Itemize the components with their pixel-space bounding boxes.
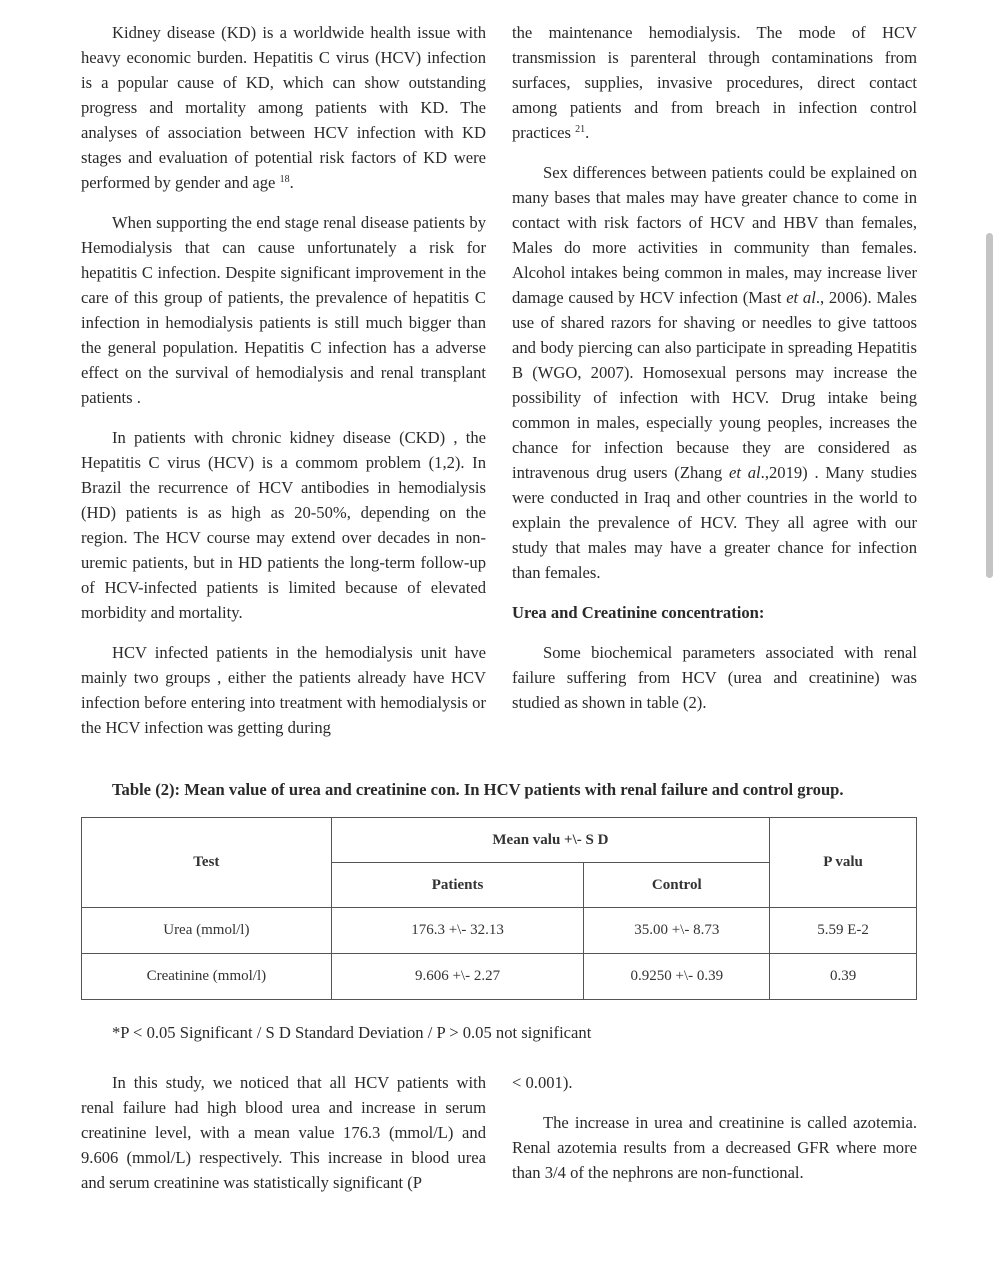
paragraph: The increase in urea and creatinine is called azotemia. Renal azotemia results from a decreased GFR where more than 3/4 of the nephrons are non-functional. — [512, 1113, 917, 1182]
header-p-value: P valu — [770, 818, 917, 908]
paragraph: Some biochemical parameters associated with renal failure suffering from HCV (urea and creatinine) was studied as shown in table (2). — [512, 643, 917, 712]
paragraph: In patients with chronic kidney disease (CKD) , the Hepatitis C virus (HCV) is a commom problem (1,2). In Brazil the recurrence of HCV antibodies in hemodialysis (HD) patients is as high as 20-50%, depending on the region. The HCV course may extend over decades in non-uremic patients, but in HD patients the long-term follow-up of HCV-infected patients is limited because of elevated morbidity and mortality. — [81, 428, 486, 622]
bottom-left-column — [81, 1070, 486, 1210]
header-control: Control — [584, 863, 770, 908]
paragraph: When supporting the end stage renal disease patients by Hemodialysis that can cause unfortunately a risk for hepatitis C infection. Despite significant improvement in the care of this group of patients, the prevalence of hepatitis C infection in hemodialysis patients is still much bigger than the general population. Hepatitis C infection has a adverse effect on the survival of hemodialysis and renal transplant patients . — [81, 213, 486, 407]
section-heading: Urea and Creatinine concentration: — [512, 603, 765, 622]
table-row — [82, 908, 917, 954]
cell-patients: 176.3 +\- 32.13 — [331, 908, 584, 954]
cell-p-value: 5.59 E-2 — [770, 908, 917, 954]
results-table — [81, 817, 917, 1000]
header-test: Test — [82, 818, 332, 908]
paragraph: the maintenance hemodialysis. The mode of HCV transmission is parenteral through contaminations from surfaces, supplies, invasive procedures, direct contact among patients and from breach in infection control practices $^{21}$. — [512, 23, 917, 142]
cell-control: 35.00 +\- 8.73 — [584, 908, 770, 954]
left-column — [81, 20, 486, 755]
table-caption: Table (2): Mean value of urea and creatinine con. In HCV patients with renal failure and control group. — [112, 780, 844, 799]
vertical-scrollbar[interactable] — [986, 233, 993, 578]
cell-test: Urea (mmol/l) — [82, 908, 332, 954]
citation: 21 — [575, 124, 586, 135]
paragraph: HCV infected patients in the hemodialysis unit have mainly two groups , either the patients already have HCV infection before entering into treatment with hemodialysis or the HCV infection was getting during — [81, 643, 486, 737]
paragraph: < 0.001). — [512, 1073, 573, 1092]
table-row — [82, 954, 917, 1000]
paragraph: Kidney disease (KD) is a worldwide health issue with heavy economic burden. Hepatitis C virus (HCV) infection is a popular cause of KD, which can show outstanding progress and mortality among patients with KD. The analyses of association between HCV infection with KD stages and evaluation of potential risk factors of KD were performed by gender and age $^{18}$. — [81, 23, 486, 192]
paragraph: Sex differences between patients could be explained on many bases that males may have greater chance to come in contact with risk factors of HCV and HBV than females, Males do more activities in community than females. Alcohol intakes being common in males, may increase liver damage caused by HCV infection (Mast et al., 2006). Males use of shared razors for shaving or needles to give tattoos and body piercing can also participate in spreading Hepatitis B (WGO, 2007). Homosexual persons may increase the possibility of infection with HCV. Drug intake being common in males, especially young peoples, increases the chance for infection because they are considered as intravenous drug users (Zhang et al.,2019) . Many studies were conducted in Iraq and other countries in the world to explain the prevalence of HCV. They all agree with our study that males may have a greater chance for infection than females. — [512, 163, 917, 582]
cell-control: 0.9250 +\- 0.39 — [584, 954, 770, 1000]
table-header-row — [82, 818, 917, 863]
cell-patients: 9.606 +\- 2.27 — [331, 954, 584, 1000]
header-mean: Mean valu +\- S D — [331, 818, 769, 863]
cell-p-value: 0.39 — [770, 954, 917, 1000]
table-note: *P < 0.05 Significant / S D Standard Deviation / P > 0.05 not significant — [112, 1023, 592, 1042]
right-column — [512, 20, 917, 730]
cell-test: Creatinine (mmol/l) — [82, 954, 332, 1000]
header-patients: Patients — [331, 863, 584, 908]
paragraph: In this study, we noticed that all HCV patients with renal failure had high blood urea and increase in serum creatinine level, with a mean value 176.3 (mmol/L) and 9.606 (mmol/L) respectively. This increase in blood urea and serum creatinine was statistically significant (P — [81, 1073, 486, 1192]
citation: 18 — [279, 174, 290, 185]
bottom-right-column — [512, 1070, 917, 1200]
